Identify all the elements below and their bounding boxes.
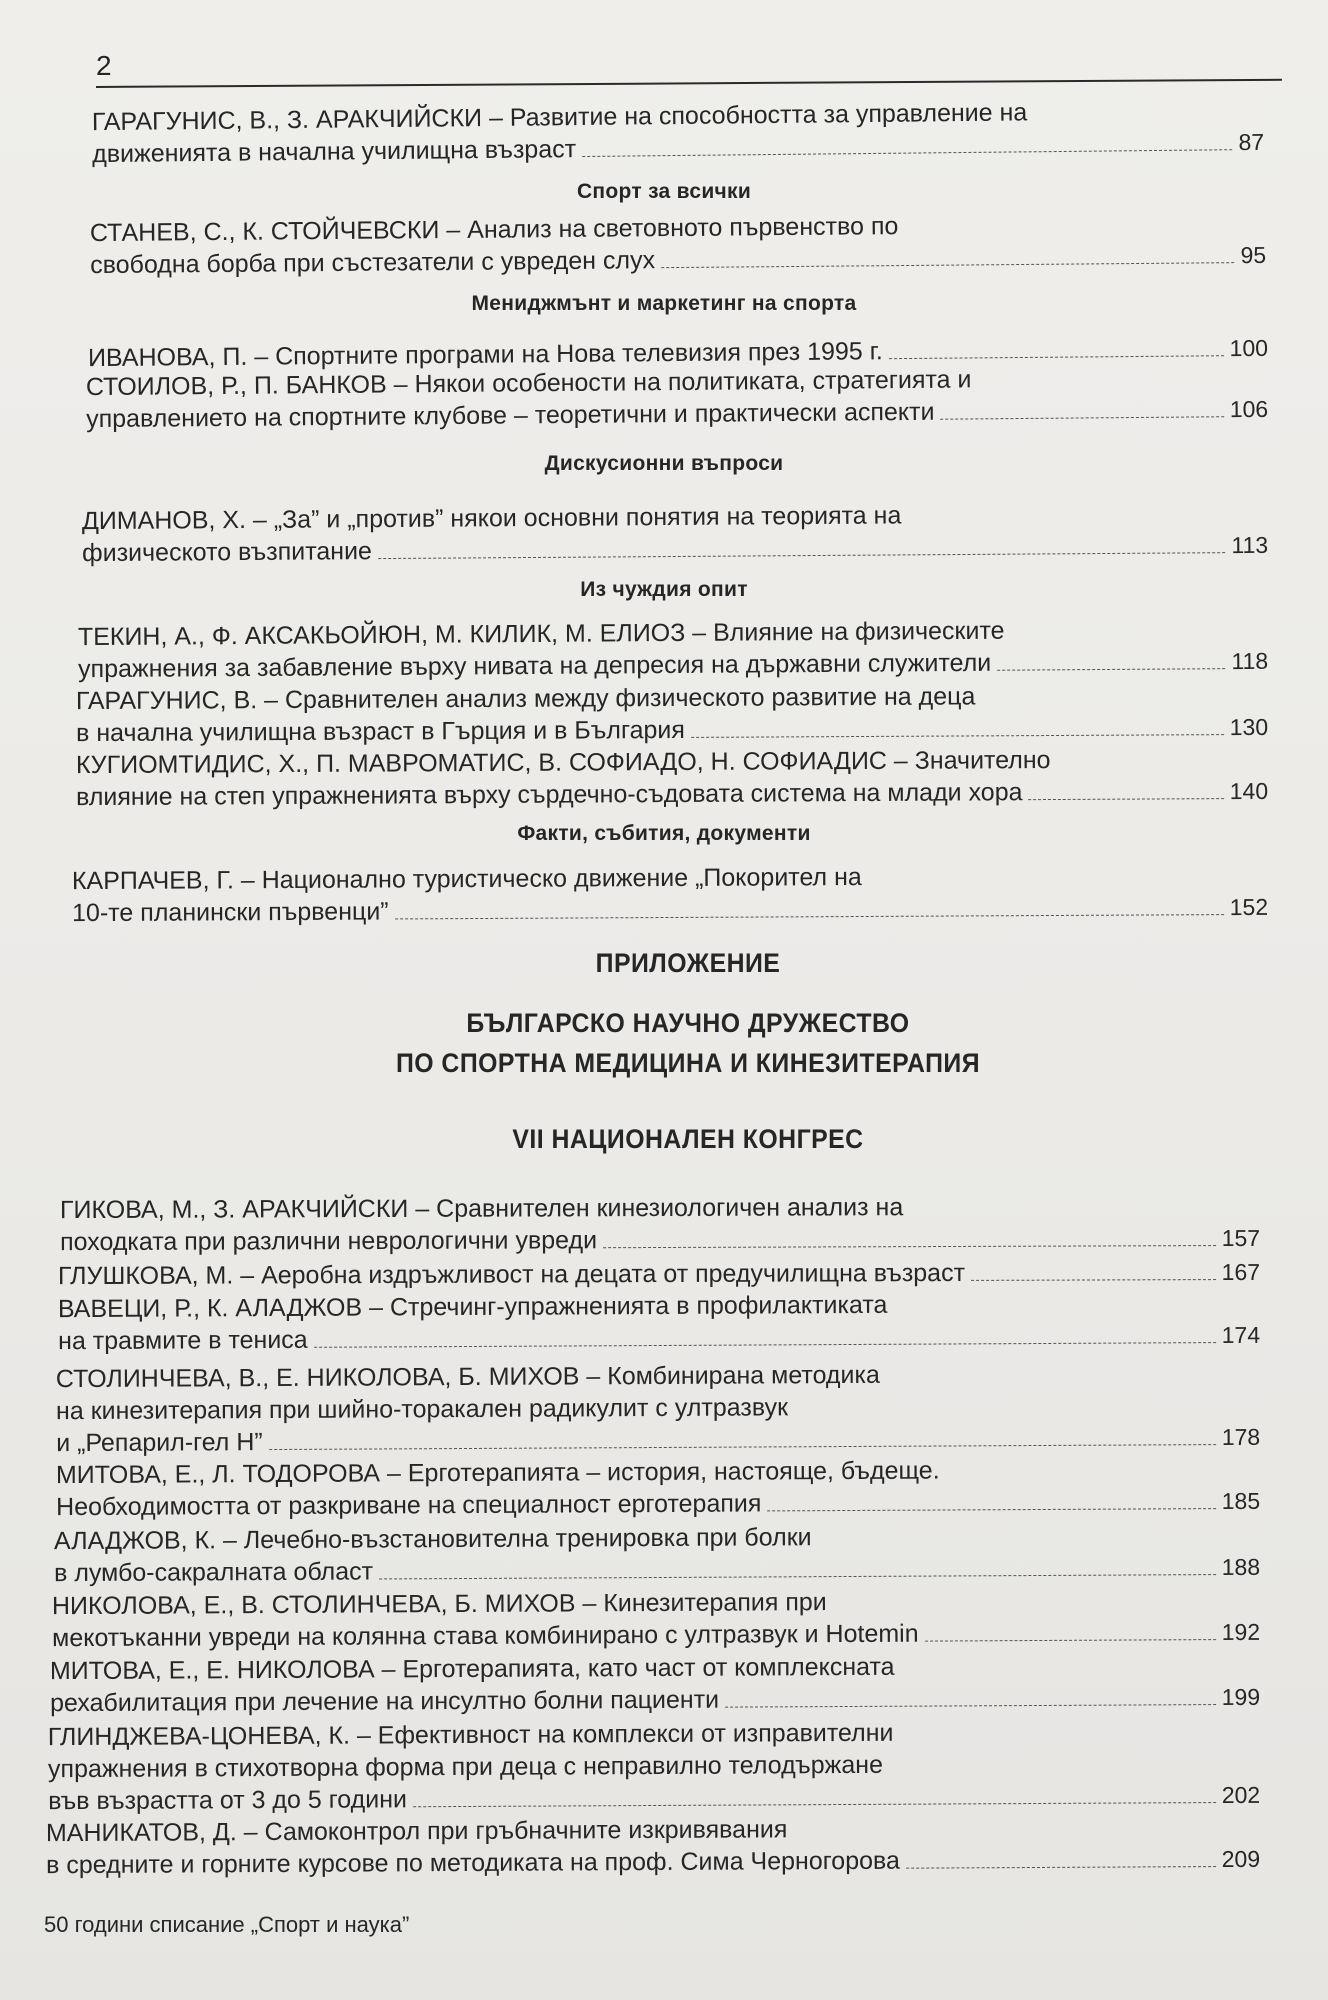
dot-leader — [378, 552, 1226, 559]
dot-leader — [725, 1704, 1216, 1708]
entry-line: ГАРАГУНИС, В. – Сравнителен анализ между физическото развитие на деца — [75, 682, 976, 716]
entry-line: КАРПАЧЕВ, Г. – Национално туристическо движение „Покорител на — [71, 862, 862, 896]
dot-leader — [941, 416, 1224, 419]
entry-page: 95 — [1240, 241, 1267, 269]
journal-footer: 50 години списание „Спорт и наука” — [44, 1912, 410, 1937]
entry-text: и „Репарил-гел Н” — [56, 1428, 263, 1458]
section-heading: Факти, събития, документи — [517, 822, 811, 845]
page-number: 2 — [96, 50, 112, 81]
entry-line: МАНИКАТОВ, Д. – Самоконтрол при гръбначните изкривявания — [45, 1815, 788, 1848]
entry-page: 209 — [1221, 1845, 1261, 1873]
entry-text: ГЛУШКОВА, М. – Аеробна издръжливост на децата от предучилищна възраст — [57, 1258, 966, 1291]
entry-line: МИТОВА, Е., Е. НИКОЛОВА – Ерготерапията, като част от комплексната — [49, 1652, 895, 1686]
entry-last-line — [72, 891, 1268, 929]
entry-page: 100 — [1229, 334, 1269, 362]
congress-title: VII НАЦИОНАЛЕН КОНГРЕС — [512, 1124, 864, 1154]
entry-text: физическото възпитание — [82, 537, 372, 568]
dot-leader — [395, 914, 1224, 919]
section-heading: Мениджмънт и маркетинг на спорта — [471, 292, 857, 315]
toc-entry — [72, 859, 1268, 929]
toc-entry — [76, 679, 1268, 749]
entry-page: 140 — [1229, 777, 1269, 805]
entry-page: 174 — [1221, 1321, 1261, 1349]
entry-text: походката при различни неврологични увреди — [60, 1226, 598, 1257]
toc-entry — [50, 1649, 1260, 1719]
entry-text: във възрастта от 3 до 5 години — [48, 1785, 408, 1816]
dot-leader — [379, 1574, 1216, 1579]
entry-page: 185 — [1221, 1487, 1261, 1515]
toc-entry — [76, 743, 1268, 813]
entry-page: 157 — [1221, 1224, 1261, 1252]
entry-text: в средните и горните курсове по методиката на проф. Сима Черногорова — [46, 1846, 900, 1880]
entry-text: 10-те планински първенци” — [72, 897, 389, 928]
toc-entry — [48, 1715, 1260, 1817]
entry-text: Необходимостта от разкриване на специалност ерготерапия — [56, 1489, 762, 1522]
entry-text: ИВАНОВА, П. – Спортните програми на Нова телевизия през 1995 г. — [87, 337, 883, 373]
toc-entry — [60, 1190, 1260, 1258]
toc-entry — [58, 1256, 1260, 1292]
dot-leader — [314, 1342, 1216, 1348]
dot-leader — [1029, 798, 1224, 800]
entry-text: свободна борба при състезатели с увреден слух — [90, 246, 656, 280]
entry-last-line — [46, 1843, 1260, 1881]
section-heading: Дискусионни въпроси — [544, 452, 784, 475]
entry-page: 130 — [1229, 713, 1269, 741]
dot-leader — [906, 1866, 1216, 1869]
toc-entry — [92, 94, 1265, 170]
entry-text: упражнения за забавление върху нивата на депресия на държавни служители — [78, 648, 992, 684]
toc-entry — [52, 1584, 1260, 1654]
entry-last-line — [54, 1551, 1260, 1589]
entry-page: 178 — [1221, 1423, 1261, 1451]
entry-line: упражнения в стихотворна форма при деца с неправилно телодържане — [47, 1750, 884, 1784]
toc-entry — [58, 1287, 1260, 1357]
dot-leader — [925, 1639, 1216, 1642]
appendix-title: ПРИЛОЖЕНИЕ — [595, 948, 781, 978]
toc-entry — [56, 1357, 1260, 1459]
entry-text: влияние на степ упражненията върху сърдечно-съдовата система на млади хора — [76, 778, 1023, 812]
entry-last-line — [60, 1222, 1260, 1258]
entry-page: 106 — [1229, 395, 1269, 423]
header-rule — [96, 79, 1282, 88]
entry-last-line — [76, 775, 1268, 813]
entry-page: 113 — [1231, 531, 1269, 559]
entry-last-line — [58, 1319, 1260, 1357]
entry-page: 167 — [1221, 1258, 1261, 1286]
dot-leader — [269, 1444, 1216, 1450]
entry-text: рехабилитация при лечение на инсултно болни пациенти — [50, 1685, 720, 1718]
dot-leader — [661, 262, 1234, 268]
dot-leader — [691, 734, 1224, 738]
entry-line: ГАРАГУНИС, В., З. АРАКЧИЙСКИ – Развитие на способността за управление на — [91, 98, 1028, 137]
entry-text: на травмите в тениса — [58, 1325, 308, 1356]
entry-line: КУГИОМТИДИС, Х., П. МАВРОМАТИС, В. СОФИАДО, Н. СОФИАДИС – Значително — [75, 746, 1051, 780]
toc-entry — [54, 1519, 1260, 1589]
society-title-line2: ПО СПОРТНА МЕДИЦИНА И КИНЕЗИТЕРАПИЯ — [395, 1048, 981, 1078]
entry-line: АЛАДЖОВ, К. – Лечебно-възстановителна тренировка при болки — [53, 1523, 812, 1556]
entry-line: НИКОЛОВА, Е., В. СТОЛИНЧЕВА, Б. МИХОВ – Кинезитерапия при — [51, 1588, 827, 1621]
entry-text: управлението на спортните клубове – теоретични и практически аспекти — [86, 397, 935, 434]
dot-leader — [603, 1245, 1216, 1248]
toc-entry — [78, 613, 1268, 685]
entry-line: на кинезитерапия при шийно-торакален радикулит с ултразвук — [55, 1393, 789, 1426]
entry-last-line — [52, 1616, 1260, 1654]
section-heading: Спорт за всички — [576, 180, 752, 203]
entry-page: 118 — [1231, 647, 1269, 675]
dot-leader — [889, 355, 1224, 359]
entry-line: ВАВЕЦИ, Р., К. АЛАДЖОВ – Стречинг-упражненията в профилактиката — [57, 1290, 888, 1324]
entry-last-line — [58, 1256, 1260, 1292]
entry-line: МИТОВА, Е., Л. ТОДОРОВА – Ерготерапията – история, настояще, бъдеще. — [55, 1456, 940, 1490]
entry-page: 152 — [1229, 893, 1269, 921]
entry-page: 192 — [1221, 1618, 1261, 1646]
entry-line: ТЕКИН, А., Ф. АКСАКЬОЙЮН, М. КИЛИК, М. ЕЛИОЗ – Влияние на физическите — [77, 616, 1005, 652]
entry-text: движенията в начална училищна възраст — [92, 135, 577, 169]
entry-text: в лумбо-сакралната област — [54, 1557, 374, 1588]
entry-line: ГИКОВА, М., З. АРАКЧИЙСКИ – Сравнителен кинезиологичен анализ на — [59, 1193, 904, 1225]
dot-leader — [413, 1802, 1216, 1807]
toc-entry — [56, 1453, 1260, 1523]
society-title-line1: БЪЛГАРСКО НАУЧНО ДРУЖЕСТВО — [466, 1008, 910, 1038]
toc-entry — [82, 497, 1268, 569]
entry-text: в начална училищна възраст в Гърция и в България — [76, 715, 685, 748]
entry-line: СТОЛИНЧЕВА, В., Е. НИКОЛОВА, Б. МИХОВ – Комбинирана методика — [55, 1360, 880, 1394]
entry-page: 199 — [1221, 1683, 1261, 1711]
dot-leader — [971, 1279, 1216, 1281]
dot-leader — [582, 149, 1232, 157]
entry-page: 188 — [1221, 1553, 1261, 1581]
entry-line: ГЛИНДЖЕВА-ЦОНЕВА, К. – Ефективност на комплекси от изправителни — [47, 1718, 894, 1752]
toc-entry — [86, 361, 1269, 435]
entry-page: 87 — [1238, 128, 1265, 156]
entry-page: 202 — [1221, 1781, 1261, 1809]
toc-entry — [46, 1811, 1260, 1881]
entry-last-line — [56, 1485, 1260, 1523]
entry-line: ДИМАНОВ, Х. – „За” и „против” някои основни понятия на теорията на — [81, 501, 902, 536]
dot-leader — [997, 668, 1225, 671]
entry-line: СТАНЕВ, С., К. СТОЙЧЕВСКИ – Анализ на световното първенство по — [89, 212, 899, 248]
entry-last-line — [50, 1681, 1260, 1719]
toc-entry — [90, 207, 1267, 281]
entry-line: СТОИЛОВ, Р., П. БАНКОВ – Някои особености на политиката, стратегията и — [85, 365, 972, 402]
section-heading: Из чуждия опит — [580, 578, 748, 601]
entry-text: мекотъканни увреди на колянна става комбинирано с ултразвук и Hotemin — [52, 1619, 919, 1653]
dot-leader — [767, 1508, 1215, 1511]
